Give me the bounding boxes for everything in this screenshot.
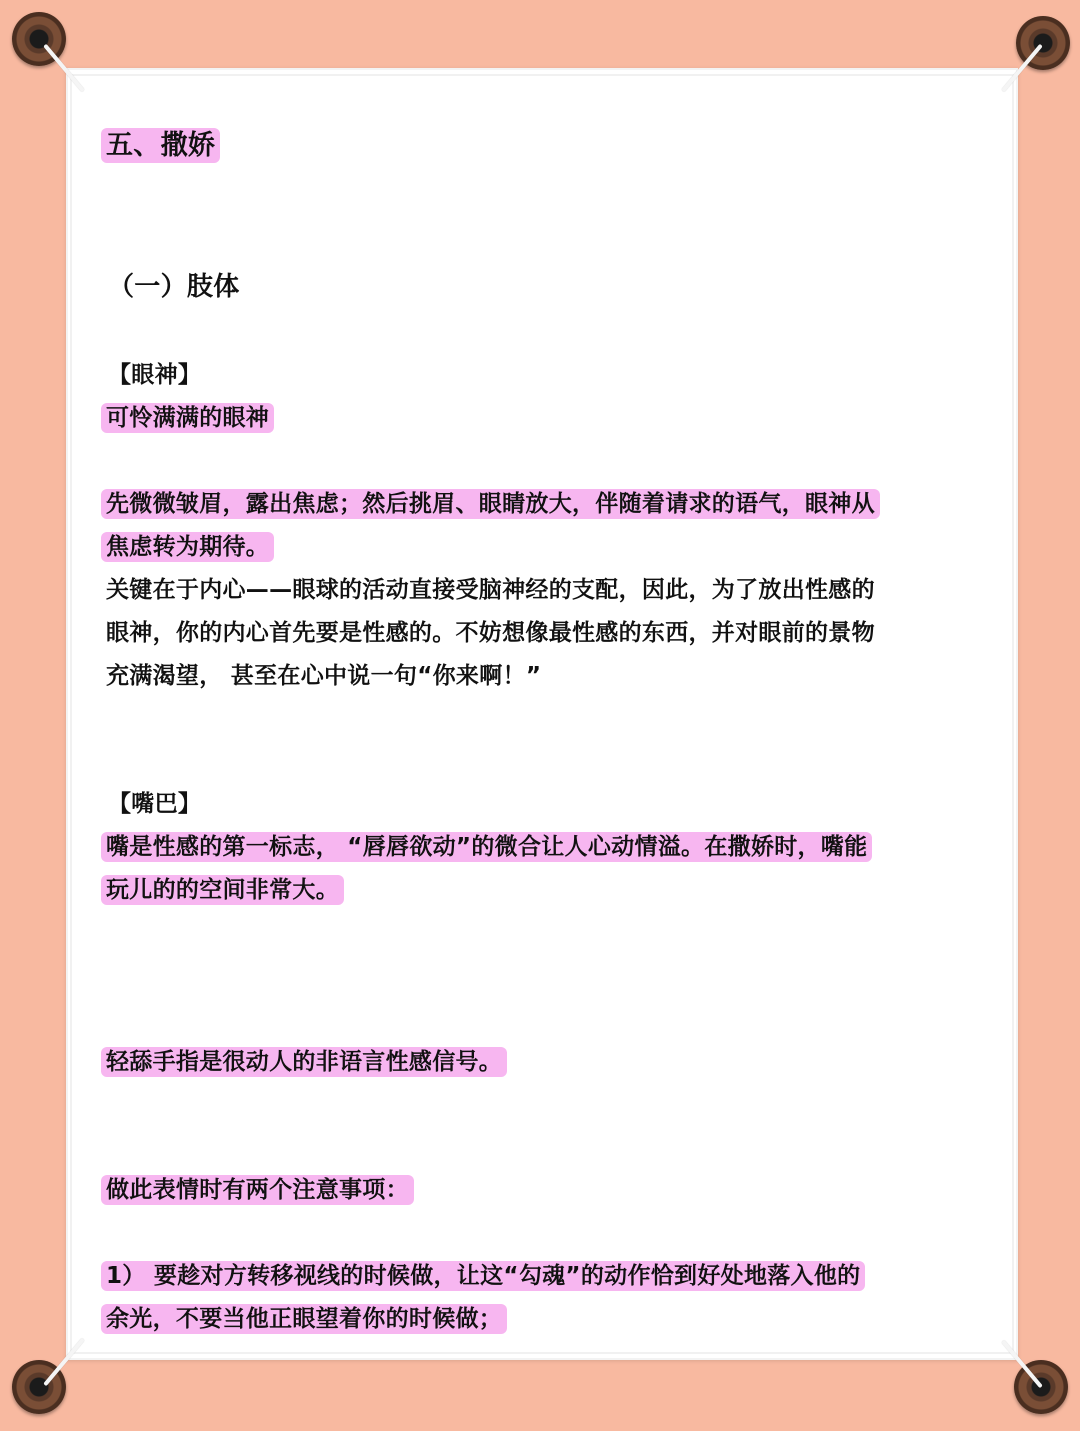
note-item-1: 1） 要趁对方转移视线的时候做，让这“勾魂”的动作恰到好处地落入他的 余光，不要当他正眼望着你的时候做； (101, 1255, 981, 1341)
finger-tip-text: 轻舔手指是很动人的非语言性感信号。 (101, 1041, 507, 1084)
mouth-label: 【嘴巴】 (108, 791, 202, 817)
mouth-paragraph: 嘴是性感的第一标志， “唇唇欲动”的微合让人心动情溢。在撒娇时，嘴能 玩儿的的空间非常大。 (101, 826, 981, 912)
eyes-heading: 可怜满满的眼神 (101, 397, 274, 440)
paper-sheet (66, 68, 1018, 1360)
subsection-title: （一）肢体 (108, 272, 240, 302)
eyes-label: 【眼神】 (108, 362, 202, 388)
eyes-paragraph-1: 先微微皱眉，露出焦虑；然后挑眉、眼睛放大，伴随着请求的语气，眼神从 焦虑转为期待。 (101, 483, 981, 569)
notes-heading: 做此表情时有两个注意事项： (101, 1169, 414, 1212)
eyes-paragraph-2: 关键在于内心——眼球的活动直接受脑神经的支配，因此，为了放出性感的 眼神，你的内心首先要是性感的。不妨想像最性感的东西，并对眼前的景物 充满渴望， 甚至在心中说一句“你来啊！” (106, 577, 875, 689)
section-title: 五、撒娇 (101, 128, 220, 164)
